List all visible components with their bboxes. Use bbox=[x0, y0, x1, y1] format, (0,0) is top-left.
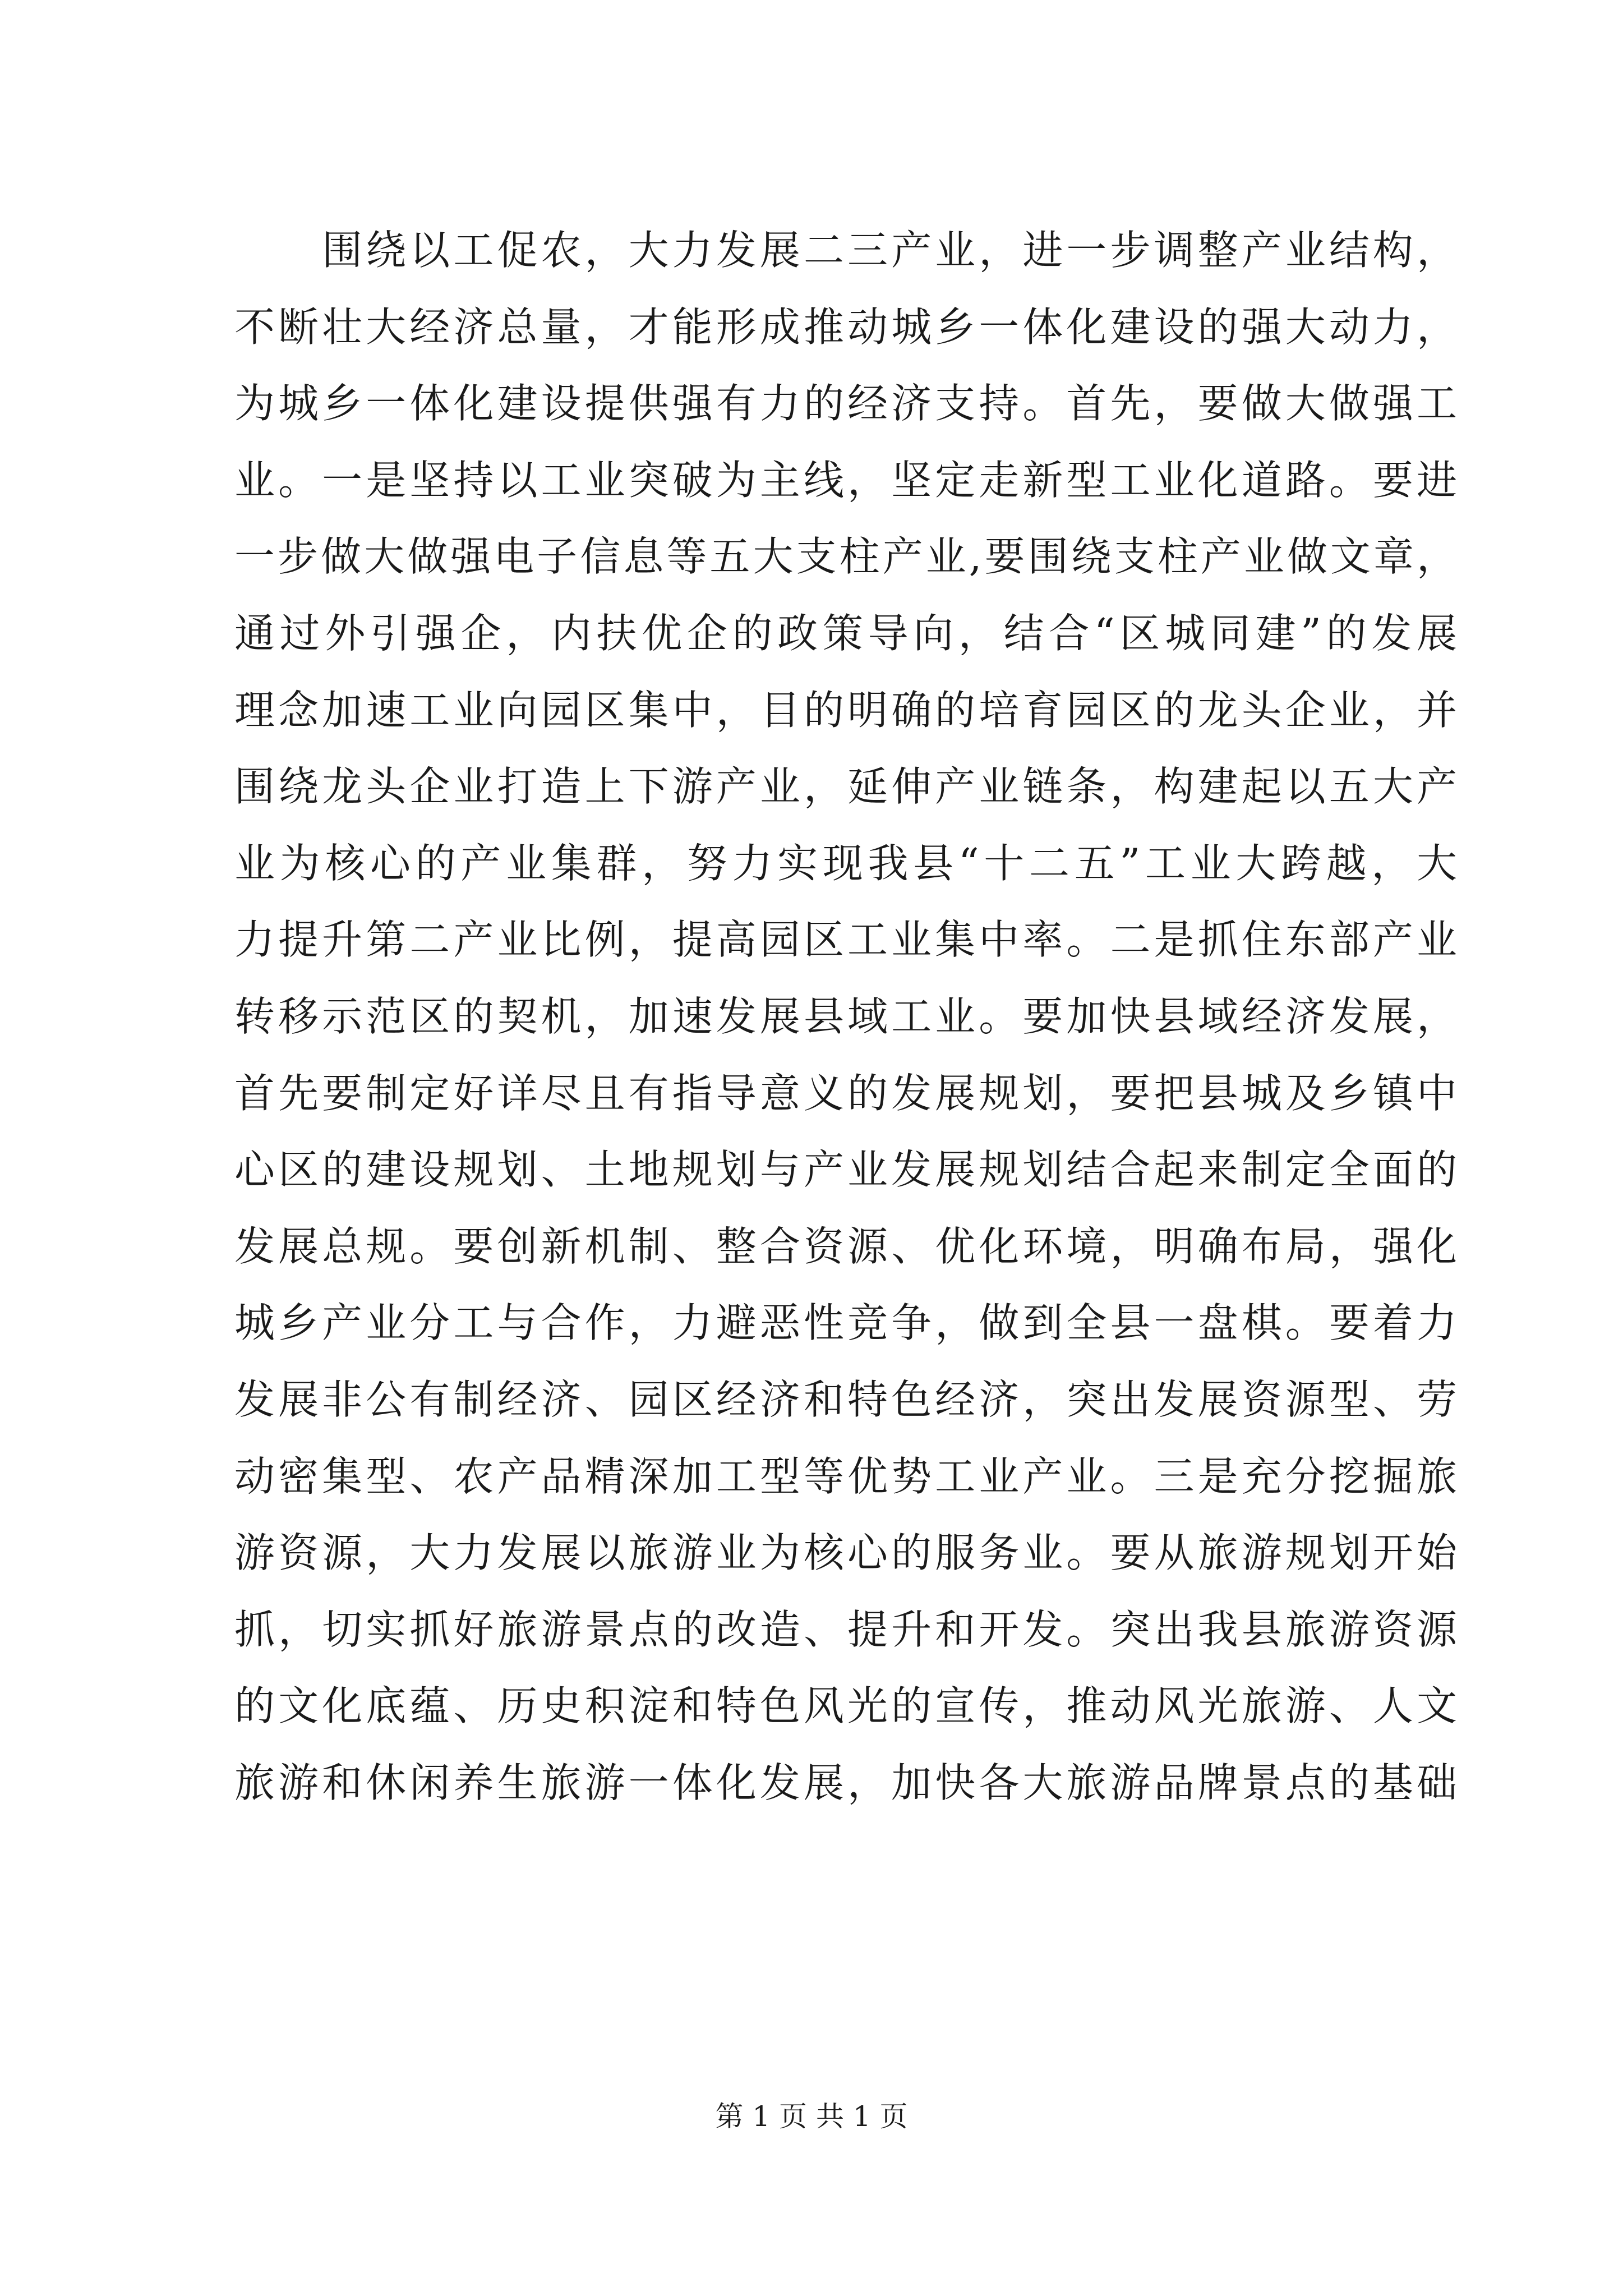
text-line: 发展非公有制经济、园区经济和特色经济，突出发展资源型、劳 bbox=[234, 1375, 1457, 1423]
text-line: 通过外引强企，内扶优企的政策导向，结合“区城同建”的发展 bbox=[234, 609, 1457, 657]
page-footer bbox=[0, 2097, 1623, 2136]
text-line: 的文化底蕴、历史积淀和特色风光的宣传，推动风光旅游、人文 bbox=[234, 1682, 1457, 1730]
text-line: 转移示范区的契机，加速发展县域工业。要加快县域经济发展， bbox=[234, 992, 1457, 1040]
page-number-label: 第 1 页 共 1 页 bbox=[715, 2100, 908, 2133]
text-line: 城乡产业分工与合作，力避恶性竞争，做到全县一盘棋。要着力 bbox=[234, 1299, 1457, 1347]
text-line: 围绕以工促农，大力发展二三产业，进一步调整产业结构， bbox=[234, 227, 1457, 274]
text-line: 旅游和休闲养生旅游一体化发展，加快各大旅游品牌景点的基础 bbox=[234, 1759, 1457, 1806]
text-line: 发展总规。要创新机制、整合资源、优化环境，明确布局，强化 bbox=[234, 1222, 1457, 1270]
text-line: 业。一是坚持以工业突破为主线，坚定走新型工业化道路。要进 bbox=[234, 456, 1457, 504]
body-paragraph bbox=[234, 212, 1457, 1821]
text-line: 为城乡一体化建设提供强有力的经济支持。首先，要做大做强工 bbox=[234, 380, 1457, 427]
text-line: 心区的建设规划、土地规划与产业发展规划结合起来制定全面的 bbox=[234, 1146, 1457, 1194]
text-line: 抓，切实抓好旅游景点的改造、提升和开发。突出我县旅游资源 bbox=[234, 1605, 1457, 1653]
text-line: 首先要制定好详尽且有指导意义的发展规划，要把县城及乡镇中 bbox=[234, 1069, 1457, 1117]
text-line: 力提升第二产业比例，提高园区工业集中率。二是抓住东部产业 bbox=[234, 916, 1457, 964]
text-line: 理念加速工业向园区集中，目的明确的培育园区的龙头企业，并 bbox=[234, 686, 1457, 734]
text-line: 业为核心的产业集群，努力实现我县“十二五”工业大跨越，大 bbox=[234, 839, 1457, 887]
text-line: 游资源，大力发展以旅游业为核心的服务业。要从旅游规划开始 bbox=[234, 1529, 1457, 1577]
text-line: 不断壮大经济总量，才能形成推动城乡一体化建设的强大动力， bbox=[234, 303, 1457, 351]
text-line: 一步做大做强电子信息等五大支柱产业,要围绕支柱产业做文章， bbox=[234, 533, 1457, 581]
text-line: 动密集型、农产品精深加工型等优势工业产业。三是充分挖掘旅 bbox=[234, 1452, 1457, 1500]
text-line: 围绕龙头企业打造上下游产业，延伸产业链条，构建起以五大产 bbox=[234, 763, 1457, 811]
